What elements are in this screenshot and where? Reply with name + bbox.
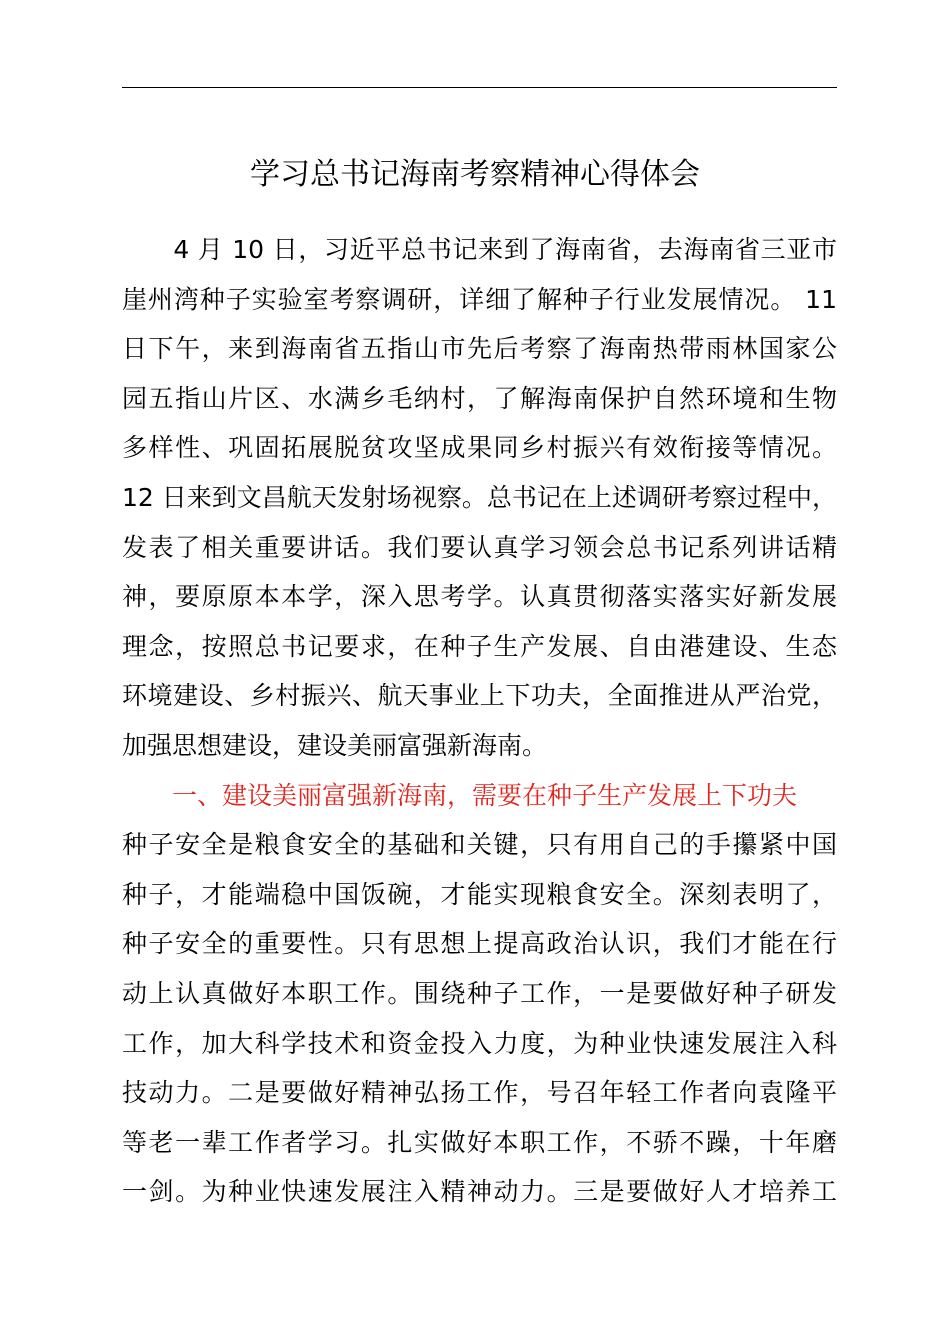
document-title: 学习总书记海南考察精神心得体会 [250, 157, 700, 192]
paragraph-line: 动上认真做好本职工作。围绕种子工作，一是要做好种子研发 [122, 978, 837, 1008]
paragraph-line: 种子安全的重要性。只有思想上提高政治认识，我们才能在行 [122, 929, 837, 959]
paragraph-line: 环境建设、乡村振兴、航天事业上下功夫，全面推进从严治党， [122, 681, 837, 711]
paragraph-line: 多样性、巩固拓展脱贫攻坚成果同乡村振兴有效衔接等情况。 [122, 433, 837, 463]
paragraph-line: 园五指山片区、水满乡毛纳村，了解海南保护自然环境和生物 [122, 383, 837, 413]
paragraph-line: 4 月 10 日，习近平总书记来到了海南省，去海南省三亚市 [122, 235, 837, 264]
paragraph-line: 神，要原原本本学，深入思考学。认真贯彻落实落实好新发展 [122, 582, 837, 612]
paragraph-line: 等老一辈工作者学习。扎实做好本职工作，不骄不躁，十年磨 [122, 1127, 837, 1157]
paragraph-line: 一剑。为种业快速发展注入精神动力。三是要做好人才培养工 [122, 1177, 837, 1207]
paragraph-line: 加强思想建设，建设美丽富强新海南。 [122, 730, 548, 760]
paragraph-line: 崖州湾种子实验室考察调研，详细了解种子行业发展情况。 11 [122, 284, 837, 314]
paragraph-line: 发表了相关重要讲话。我们要认真学习领会总书记系列讲话精 [122, 532, 837, 562]
document-body [122, 225, 837, 1217]
paragraph-line: 种子安全是粮食安全的基础和关键，只有用自己的手攥紧中国 [122, 830, 837, 860]
section-heading: 一、建设美丽富强新海南，需要在种子生产发展上下功夫 [122, 780, 798, 810]
paragraph-line: 种子，才能端稳中国饭碗，才能实现粮食安全。深刻表明了， [122, 879, 837, 909]
paragraph-line: 日下午，来到海南省五指山市先后考察了海南热带雨林国家公 [122, 334, 837, 364]
paragraph-line: 12 日来到文昌航天发射场视察。总书记在上述调研考察过程中， [122, 482, 837, 512]
paragraph-line: 理念，按照总书记要求，在种子生产发展、自由港建设、生态 [122, 631, 837, 661]
header-rule [122, 87, 837, 88]
paragraph-line: 技动力。二是要做好精神弘扬工作，号召年轻工作者向袁隆平 [122, 1078, 837, 1108]
paragraph-line: 工作，加大科学技术和资金投入力度，为种业快速发展注入科 [122, 1028, 837, 1058]
